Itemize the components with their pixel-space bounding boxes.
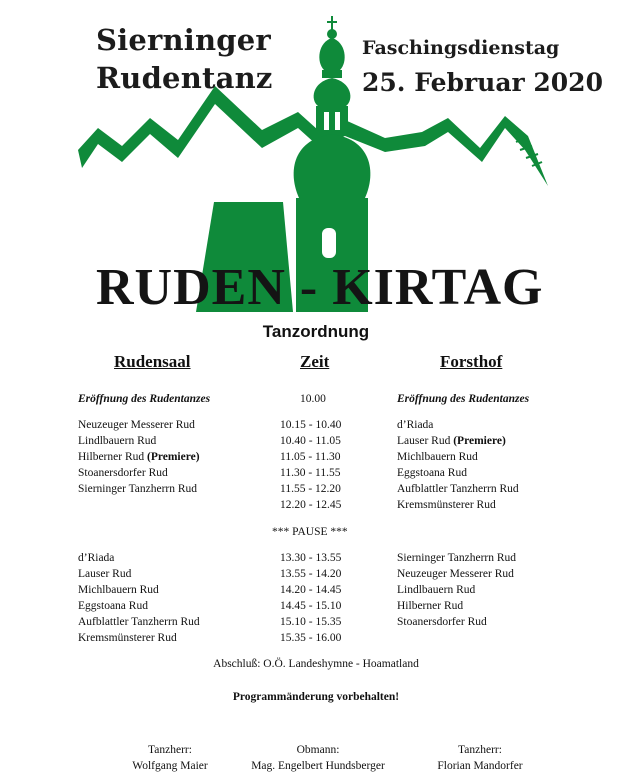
program-notice: Programmänderung vorbehalten! [232,691,400,703]
block1-row1-time: 10.15 - 10.40 [280,419,342,431]
block1-row2-time: 10.40 - 11.05 [280,435,341,447]
block2-row6-time: 15.35 - 16.00 [280,632,342,644]
signature-right [418,742,542,774]
program-title: Tanzordnung [262,322,370,341]
block2-row5-left: Aufblattler Tanzherrn Rud [78,616,200,628]
block1-row2-right-name: Lauser Rud [397,435,451,447]
banner-title: RUDEN - KIRTAG [96,259,544,316]
block2-row1-right: Sierninger Tanzherrn Rud [397,552,517,564]
event-date: 25. Februar 2020 [362,68,603,97]
event-title-line2: Rudentanz [96,61,273,95]
block2-row1-left: d’Riada [78,552,115,564]
block1-row6-right: Kremsmünsterer Rud [397,499,496,511]
premiere-note: (Premiere) [453,435,506,447]
opening-time: 10.00 [300,393,326,405]
signature-right-name: Florian Mandorfer [437,760,523,772]
block2-row3-left: Michlbauern Rud [78,584,159,596]
column-head-zeit: Zeit [300,352,330,371]
signature-middle [236,742,400,774]
block2-row2-right: Neuzeuger Messerer Rud [397,568,514,580]
column-head-rudensaal: Rudensaal [114,352,191,371]
signature-left-name: Wolfgang Maier [132,760,208,772]
signature-left [110,742,230,774]
block1-row4-time: 11.30 - 11.55 [280,467,341,479]
block1-row5-right: Aufblattler Tanzherrn Rud [397,483,519,495]
block1-row3-left-name: Hilberner Rud [78,451,145,463]
pause-label: *** PAUSE *** [272,526,348,538]
block2-row2-time: 13.55 - 14.20 [280,568,342,580]
block2-row3-right: Lindlbauern Rud [397,584,476,596]
block2-row4-time: 14.45 - 15.10 [280,600,342,612]
opening-left: Eröffnung des Rudentanzes [78,393,211,405]
signature-middle-name: Mag. Engelbert Hundsberger [251,760,385,772]
block2-row6-left: Kremsmünsterer Rud [78,632,177,644]
event-title-line1: Sierninger [96,23,271,57]
signature-middle-role: Obmann: [296,744,340,756]
block2-row3-time: 14.20 - 14.45 [280,584,342,596]
block2-row4-left: Eggstoana Rud [78,600,148,612]
event-day: Faschingsdienstag [362,37,560,59]
block1-row1-left: Neuzeuger Messerer Rud [78,419,195,431]
block2-row1-time: 13.30 - 13.55 [280,552,342,564]
block1-row4-right: Eggstoana Rud [397,467,467,479]
signature-left-role: Tanzherr: [148,744,192,756]
block1-row2-right [397,433,506,449]
block2-row5-right: Stoanersdorfer Rud [397,616,487,628]
block1-row6-time: 12.20 - 12.45 [280,499,342,511]
column-head-forsthof: Forsthof [440,352,503,371]
block1-row5-left: Sierninger Tanzherrn Rud [78,483,198,495]
block1-row2-left: Lindlbauern Rud [78,435,157,447]
block2-row5-time: 15.10 - 15.35 [280,616,342,628]
block1-row5-time: 11.55 - 12.20 [280,483,341,495]
signature-right-role: Tanzherr: [458,744,502,756]
block1-row4-left: Stoanersdorfer Rud [78,467,168,479]
block1-row3-left [78,449,200,465]
block2-row4-right: Hilberner Rud [397,600,464,612]
block2-row2-left: Lauser Rud [78,568,132,580]
opening-right: Eröffnung des Rudentanzes [397,393,530,405]
premiere-note: (Premiere) [146,451,200,463]
closing-note: Abschluß: O.Ö. Landeshymne - Hoamatland [213,658,419,670]
block1-row1-right: d’Riada [397,419,434,431]
block1-row3-time: 11.05 - 11.30 [280,451,341,463]
block1-row3-right: Michlbauern Rud [397,451,478,463]
